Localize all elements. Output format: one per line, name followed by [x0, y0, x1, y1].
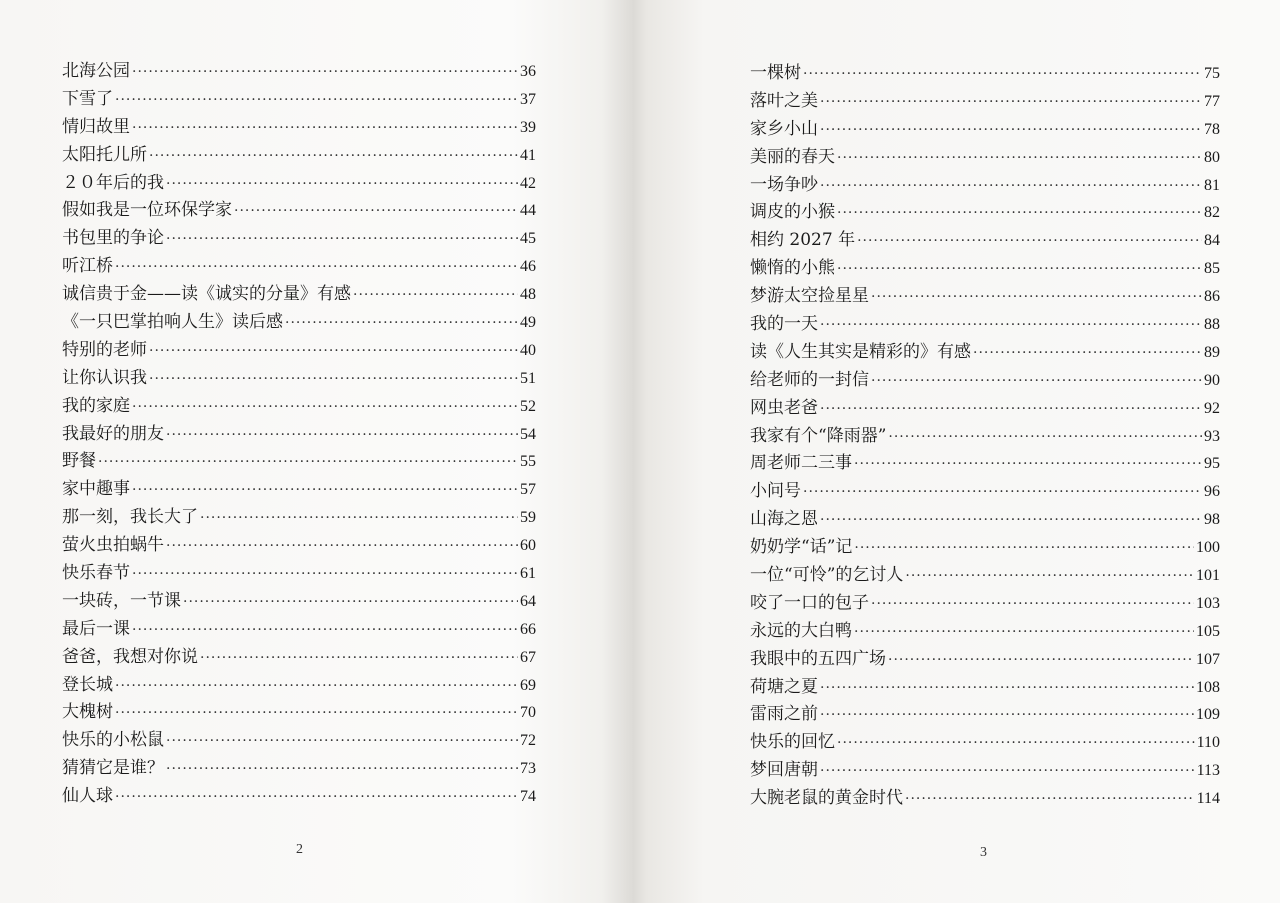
toc-entry	[750, 423, 1220, 451]
toc-entry-page-number: 51	[520, 369, 536, 387]
toc-entry	[62, 142, 536, 170]
dot-leader	[888, 647, 1194, 675]
dot-leader	[132, 394, 518, 422]
toc-entry-page-number: 96	[1204, 483, 1220, 501]
toc-entry-title: 梦游太空捡星星	[750, 286, 869, 307]
toc-entry-page-number: 100	[1196, 539, 1220, 557]
toc-entry-title: 一块砖，一节课	[62, 590, 181, 611]
toc-entry	[62, 755, 536, 783]
toc-entry	[750, 729, 1220, 757]
toc-entry-title: 《一只巴掌拍响人生》读后感	[62, 312, 283, 333]
dot-leader	[166, 728, 518, 756]
dot-leader	[820, 675, 1194, 703]
toc-entry	[62, 560, 536, 588]
toc-entry-page-number: 81	[1204, 176, 1220, 194]
toc-entry	[750, 506, 1220, 534]
dot-leader	[132, 561, 518, 589]
toc-entry-page-number: 101	[1196, 567, 1220, 585]
toc-entry-page-number: 57	[520, 481, 536, 499]
toc-entry-title: 野餐	[62, 451, 96, 472]
toc-entry-page-number: 40	[520, 341, 536, 359]
toc-entry-page-number: 59	[520, 509, 536, 527]
toc-entry	[750, 590, 1220, 618]
dot-leader	[820, 702, 1194, 730]
dot-leader	[149, 338, 518, 366]
dot-leader	[803, 479, 1202, 507]
left-page	[0, 0, 620, 903]
toc-entry-title: 诚信贵于金——读《诚实的分量》有感	[62, 284, 351, 305]
toc-entry	[750, 88, 1220, 116]
dot-leader	[854, 451, 1202, 479]
toc-entry-page-number: 86	[1204, 288, 1220, 306]
toc-entry-title: 让你认识我	[62, 367, 147, 388]
dot-leader	[115, 673, 518, 701]
toc-entry-page-number: 109	[1196, 706, 1220, 724]
toc-entry-page-number: 52	[520, 397, 536, 415]
dot-leader	[871, 368, 1202, 396]
toc-entry	[750, 367, 1220, 395]
toc-entry-page-number: 93	[1204, 427, 1220, 445]
toc-entry	[750, 339, 1220, 367]
toc-entry-page-number: 110	[1196, 734, 1220, 752]
toc-entry-page-number: 114	[1196, 790, 1220, 808]
toc-entry-page-number: 105	[1196, 622, 1220, 640]
toc-entry-page-number: 54	[520, 425, 536, 443]
toc-entry-page-number: 103	[1196, 594, 1220, 612]
toc-entry-page-number: 85	[1204, 260, 1220, 278]
toc-entry	[750, 227, 1220, 255]
dot-leader	[149, 366, 518, 394]
dot-leader	[837, 730, 1195, 758]
table-of-contents-right	[750, 60, 1220, 813]
dot-leader	[166, 171, 518, 199]
table-of-contents-left	[62, 58, 536, 811]
toc-entry	[62, 727, 536, 755]
toc-entry-title: 登长城	[62, 674, 113, 695]
toc-entry	[750, 701, 1220, 729]
toc-entry-page-number: 46	[520, 258, 536, 276]
toc-entry-title: 小问号	[750, 481, 801, 502]
toc-entry-title: 萤火虫拍蜗牛	[62, 535, 164, 556]
toc-entry	[750, 450, 1220, 478]
toc-entry-title: 一位“可怜”的乞讨人	[750, 565, 904, 586]
toc-entry	[750, 311, 1220, 339]
dot-leader	[200, 505, 518, 533]
toc-entry	[750, 562, 1220, 590]
dot-leader	[132, 59, 518, 87]
toc-entry	[62, 644, 536, 672]
toc-entry-title: 给老师的一封信	[750, 369, 869, 390]
toc-entry-page-number: 42	[520, 174, 536, 192]
toc-entry-title: 永远的大白鸭	[750, 620, 852, 641]
toc-entry	[62, 309, 536, 337]
dot-leader	[820, 173, 1202, 201]
toc-entry-page-number: 49	[520, 314, 536, 332]
toc-entry-title: 网虫老爸	[750, 397, 818, 418]
toc-entry-page-number: 61	[520, 565, 536, 583]
toc-entry	[750, 172, 1220, 200]
dot-leader	[149, 143, 518, 171]
toc-entry-title: 大腕老鼠的黄金时代	[750, 788, 903, 809]
toc-entry	[62, 281, 536, 309]
toc-entry-title: 假如我是一位环保学家	[62, 200, 232, 221]
toc-entry-title: 那一刻，我长大了	[62, 507, 198, 528]
toc-entry-page-number: 78	[1204, 120, 1220, 138]
dot-leader	[132, 477, 518, 505]
toc-entry-title: 情归故里	[62, 116, 130, 137]
dot-leader	[888, 424, 1202, 452]
dot-leader	[353, 282, 518, 310]
dot-leader	[973, 340, 1202, 368]
toc-entry	[62, 58, 536, 86]
toc-entry	[750, 757, 1220, 785]
toc-entry	[62, 532, 536, 560]
toc-entry	[62, 699, 536, 727]
dot-leader	[820, 117, 1202, 145]
toc-entry-title: 落叶之美	[750, 90, 818, 111]
page-number-left: 2	[296, 842, 303, 857]
toc-entry-page-number: 82	[1204, 204, 1220, 222]
toc-entry-page-number: 39	[520, 118, 536, 136]
toc-entry-page-number: 67	[520, 648, 536, 666]
toc-entry-title: 猜猜它是谁？	[62, 758, 164, 779]
toc-entry-page-number: 84	[1204, 232, 1220, 250]
toc-entry-page-number: 73	[520, 760, 536, 778]
dot-leader	[166, 226, 518, 254]
toc-entry-page-number: 107	[1196, 650, 1220, 668]
toc-entry-page-number: 90	[1204, 371, 1220, 389]
toc-entry-title: 特别的老师	[62, 339, 147, 360]
toc-entry-page-number: 75	[1204, 65, 1220, 82]
toc-entry-title: 听江桥	[62, 256, 113, 277]
toc-entry-title: 我眼中的五四广场	[750, 648, 886, 669]
toc-entry-title: 快乐春节	[62, 563, 130, 584]
toc-entry	[750, 395, 1220, 423]
toc-entry	[62, 421, 536, 449]
toc-entry-title: 山海之恩	[750, 509, 818, 530]
toc-entry	[62, 365, 536, 393]
dot-leader	[115, 254, 518, 282]
toc-entry-title: 咬了一口的包子	[750, 592, 869, 613]
toc-entry-title: 太阳托儿所	[62, 144, 147, 165]
toc-entry-page-number: 89	[1204, 343, 1220, 361]
toc-entry-page-number: 95	[1204, 455, 1220, 473]
toc-entry	[750, 199, 1220, 227]
toc-entry	[62, 225, 536, 253]
dot-leader	[837, 256, 1202, 284]
dot-leader	[115, 700, 518, 728]
toc-entry-title: 大槐树	[62, 702, 113, 723]
dot-leader	[837, 145, 1202, 173]
dot-leader	[820, 507, 1202, 535]
toc-entry-page-number: 92	[1204, 399, 1220, 417]
toc-entry-page-number: 113	[1196, 762, 1220, 780]
toc-entry	[750, 255, 1220, 283]
toc-entry-page-number: 60	[520, 537, 536, 555]
dot-leader	[857, 228, 1202, 256]
toc-entry	[750, 534, 1220, 562]
dot-leader	[285, 310, 518, 338]
toc-entry-title: 我家有个“降雨器”	[750, 425, 887, 446]
toc-entry-title: 梦回唐朝	[750, 760, 818, 781]
toc-entry-page-number: 44	[520, 202, 536, 220]
toc-entry	[750, 646, 1220, 674]
toc-entry-title: 雷雨之前	[750, 704, 818, 725]
dot-leader	[200, 645, 518, 673]
toc-entry-title: 书包里的争论	[62, 228, 164, 249]
toc-entry	[750, 144, 1220, 172]
toc-entry-page-number: 48	[520, 286, 536, 304]
toc-entry-title: 最后一课	[62, 618, 130, 639]
dot-leader	[234, 198, 518, 226]
toc-entry	[62, 170, 536, 198]
dot-leader	[854, 535, 1194, 563]
toc-entry	[62, 86, 536, 114]
toc-entry	[62, 672, 536, 700]
toc-entry-title: 下雪了	[62, 88, 113, 109]
toc-entry	[62, 588, 536, 616]
dot-leader	[98, 449, 518, 477]
toc-entry-page-number: 74	[520, 788, 536, 806]
toc-entry	[62, 783, 536, 811]
right-page	[640, 0, 1280, 903]
toc-entry-page-number: 45	[520, 230, 536, 248]
toc-entry-page-number: 98	[1204, 511, 1220, 529]
toc-entry-title: 我的家庭	[62, 395, 130, 416]
toc-entry	[62, 114, 536, 142]
toc-entry-title: 我的一天	[750, 314, 818, 335]
toc-entry-title: 北海公园	[62, 61, 130, 81]
dot-leader	[132, 115, 518, 143]
toc-entry-page-number: 66	[520, 620, 536, 638]
dot-leader	[820, 89, 1202, 117]
toc-entry	[750, 283, 1220, 311]
toc-entry-title: 一棵树	[750, 63, 801, 83]
toc-entry-page-number: 41	[520, 146, 536, 164]
page-number-right: 3	[980, 845, 987, 860]
toc-entry-page-number: 36	[520, 63, 536, 80]
toc-entry	[62, 253, 536, 281]
toc-entry-title: 快乐的小松鼠	[62, 730, 164, 751]
dot-leader	[166, 756, 518, 784]
toc-entry	[62, 448, 536, 476]
toc-entry-title: 一场争吵	[750, 174, 818, 195]
toc-entry-page-number: 55	[520, 453, 536, 471]
toc-entry-title: 调皮的小猴	[750, 202, 835, 223]
toc-entry-page-number: 80	[1204, 148, 1220, 166]
dot-leader	[820, 396, 1202, 424]
dot-leader	[166, 422, 518, 450]
toc-entry-title: 读《人生其实是精彩的》有感	[750, 341, 971, 362]
dot-leader	[854, 619, 1194, 647]
toc-entry	[750, 618, 1220, 646]
toc-entry-title: 仙人球	[62, 786, 113, 807]
toc-entry	[750, 60, 1220, 88]
toc-entry-page-number: 88	[1204, 316, 1220, 334]
toc-entry-title: 懒惰的小熊	[750, 258, 835, 279]
toc-entry-title: 相约 2027 年	[750, 230, 856, 251]
dot-leader	[871, 284, 1202, 312]
toc-entry-title: 家中趣事	[62, 479, 130, 500]
toc-entry	[62, 393, 536, 421]
toc-entry-page-number: 77	[1204, 92, 1220, 110]
dot-leader	[837, 200, 1202, 228]
toc-entry-title: 爸爸，我想对你说	[62, 646, 198, 667]
dot-leader	[803, 61, 1202, 89]
toc-entry	[750, 478, 1220, 506]
dot-leader	[820, 758, 1195, 786]
toc-entry-page-number: 69	[520, 676, 536, 694]
toc-entry-title: 荷塘之夏	[750, 676, 818, 697]
toc-entry	[62, 197, 536, 225]
toc-entry-page-number: 70	[520, 704, 536, 722]
toc-entry	[750, 785, 1220, 813]
toc-entry-page-number: 72	[520, 732, 536, 750]
dot-leader	[132, 617, 518, 645]
toc-entry-title: 周老师二三事	[750, 453, 852, 474]
toc-entry-title: 美丽的春天	[750, 146, 835, 167]
dot-leader	[905, 786, 1195, 814]
toc-entry-title: 快乐的回忆	[750, 732, 835, 753]
dot-leader	[166, 533, 518, 561]
toc-entry	[62, 476, 536, 504]
dot-leader	[905, 563, 1194, 591]
dot-leader	[183, 589, 518, 617]
toc-entry-page-number: 108	[1196, 678, 1220, 696]
dot-leader	[115, 784, 518, 812]
toc-entry-title: 我最好的朋友	[62, 423, 164, 444]
dot-leader	[871, 591, 1194, 619]
dot-leader	[115, 87, 518, 115]
toc-entry-title: ２０年后的我	[62, 172, 164, 193]
toc-entry-title: 奶奶学“话”记	[750, 537, 853, 558]
toc-entry-page-number: 37	[520, 90, 536, 108]
toc-entry	[62, 504, 536, 532]
toc-entry-title: 家乡小山	[750, 118, 818, 139]
toc-entry	[62, 337, 536, 365]
toc-entry	[750, 116, 1220, 144]
dot-leader	[820, 312, 1202, 340]
toc-entry-page-number: 64	[520, 592, 536, 610]
toc-entry	[750, 674, 1220, 702]
toc-entry	[62, 616, 536, 644]
